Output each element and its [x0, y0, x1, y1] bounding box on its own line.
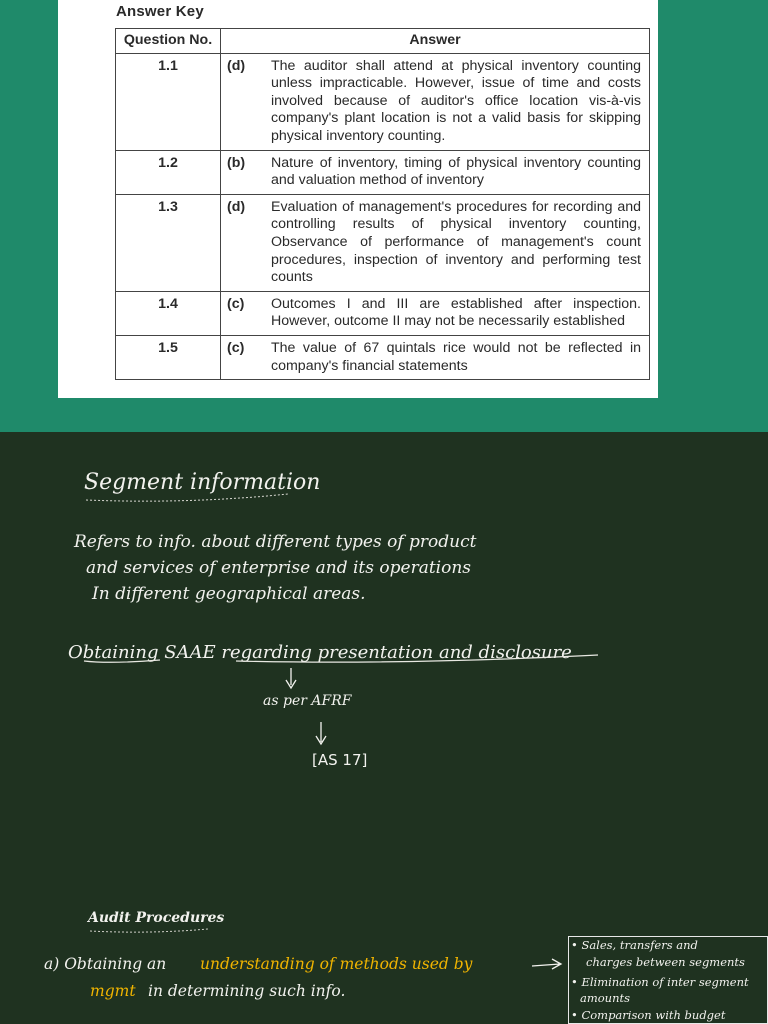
disclosure-underline	[236, 655, 598, 662]
header-question: Question No.	[116, 29, 221, 54]
answer-key-title: Answer Key	[116, 3, 204, 20]
answer-text: The auditor shall attend at physical inventory counting unless impracticable. However, issue of time and costs involved because of auditor's office location vis-à-vis company's plant location is not a valid basis for skipping physical inventory counting.	[267, 53, 650, 150]
definition-line: and services of enterprise and its operations	[86, 558, 472, 578]
answer-option: (d)	[221, 53, 268, 150]
audit-procedures-heading: Audit Procedures	[88, 910, 225, 926]
heading-underline	[86, 494, 288, 501]
arrow-down-icon	[316, 722, 326, 744]
arrow-down-icon	[286, 668, 296, 688]
answer-text: Evaluation of management's procedures for recording and controlling results of physical inventory counting, Observance of performance of management's count procedures, inspection of inventory and performing test counts	[267, 194, 650, 291]
procedure-a-highlight: understanding of methods used by	[200, 955, 473, 973]
arrow-right-icon	[532, 959, 561, 969]
standard-label: [AS 17]	[312, 751, 368, 769]
procedure-a-rest: in determining such info.	[148, 982, 346, 1000]
side-note-line: • Elimination of inter segment	[571, 975, 749, 989]
answer-option: (c)	[221, 291, 268, 335]
definition-line: Refers to info. about different types of product	[74, 532, 477, 552]
answer-text: Nature of inventory, timing of physical inventory counting and valuation method of inventory	[267, 150, 650, 194]
answer-option: (b)	[221, 150, 268, 194]
question-number: 1.3	[116, 194, 221, 291]
side-note-line: amounts	[580, 991, 631, 1005]
answer-option: (c)	[221, 335, 268, 379]
procedure-a-highlight-mgmt: mgmt	[90, 982, 136, 1000]
answer-text: Outcomes I and III are established after inspection. However, outcome II may not be necessarily established	[267, 291, 650, 335]
audit-heading-underline	[90, 929, 208, 932]
side-note-line: • Sales, transfers and	[571, 938, 698, 952]
obtaining-underline	[84, 660, 160, 662]
definition-line: In different geographical areas.	[92, 584, 366, 604]
side-note-line: • Comparison with budget	[571, 1008, 726, 1022]
question-number: 1.1	[116, 53, 221, 150]
obtaining-line: Obtaining SAAE regarding presentation and disclosure	[68, 642, 572, 663]
side-note-line: charges between segments	[586, 955, 745, 969]
question-number: 1.5	[116, 335, 221, 379]
question-number: 1.2	[116, 150, 221, 194]
framework-line: as per AFRF	[263, 693, 352, 709]
header-answer: Answer	[221, 29, 650, 54]
answer-option: (d)	[221, 194, 268, 291]
procedure-a-label: a) Obtaining an	[44, 955, 167, 973]
answer-text: The value of 67 quintals rice would not be reflected in company's financial statements	[267, 335, 650, 379]
question-number: 1.4	[116, 291, 221, 335]
notes-heading: Segment information	[84, 470, 321, 495]
